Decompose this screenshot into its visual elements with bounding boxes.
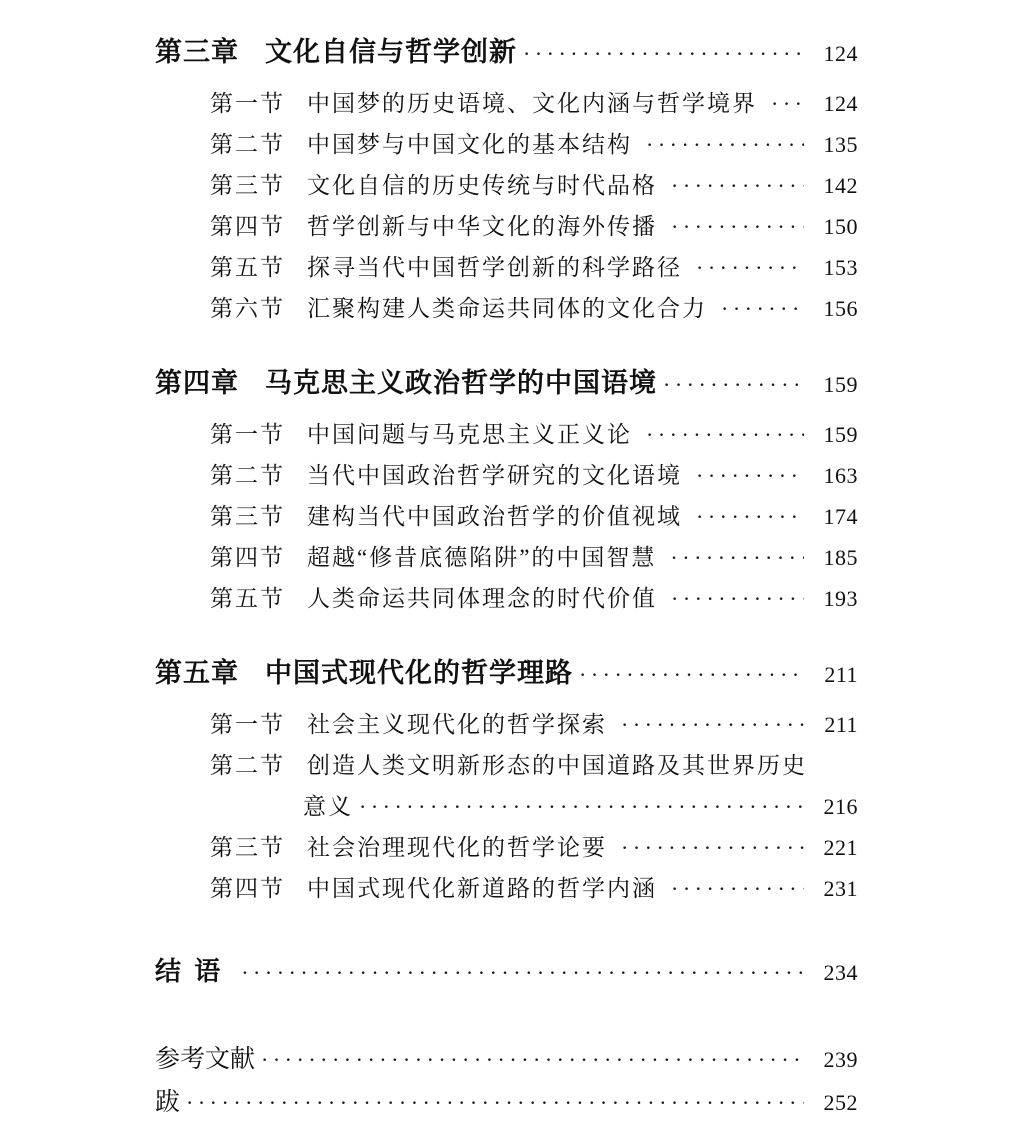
dot-leader: [607, 712, 804, 738]
entry-title: 创造人类文明新形态的中国道路及其世界历史: [307, 753, 807, 778]
toc-entry: [155, 167, 858, 208]
dot-leader: [180, 1089, 804, 1117]
entry-page-number: 163: [823, 463, 858, 488]
toc-entry: [155, 126, 858, 167]
entry-title: 探寻当代中国哲学创新的科学路径: [307, 255, 682, 280]
dot-leader: [573, 658, 804, 689]
entry-page-number: 150: [823, 214, 858, 239]
entry-title: 当代中国政治哲学研究的文化语境: [307, 463, 682, 488]
dot-leader: [657, 368, 804, 399]
entry-title: 文化自信与哲学创新: [265, 37, 517, 67]
toc-entry: [155, 85, 858, 126]
entry-number: 第三章: [155, 37, 239, 67]
entry-number: 第四章: [155, 368, 239, 398]
entry-page-number: 159: [823, 422, 858, 447]
entry-number: 第一节: [210, 712, 285, 737]
dot-leader: [632, 132, 804, 158]
toc-entry: [155, 870, 858, 911]
entry-number: 第一节: [210, 422, 285, 447]
entry-page-number: 124: [823, 91, 858, 116]
dot-leader: [707, 296, 804, 322]
dot-leader: [682, 463, 804, 489]
toc-entry: [155, 829, 858, 870]
toc-entry: [155, 788, 858, 829]
dot-leader: [657, 173, 804, 199]
entry-page-number: 231: [823, 876, 858, 901]
entry-page-number: 159: [823, 372, 858, 397]
toc-entry: [155, 580, 858, 621]
dot-leader: [682, 504, 804, 530]
entry-number: 第三节: [210, 173, 285, 198]
dot-leader: [757, 91, 804, 117]
entry-title: 社会治理现代化的哲学论要: [307, 835, 607, 860]
dot-leader: [517, 37, 804, 68]
entry-page-number: 234: [823, 960, 858, 985]
entry-title: 建构当代中国政治哲学的价值视域: [307, 504, 682, 529]
entry-page-number: 142: [823, 173, 858, 198]
toc-entry: [155, 1082, 858, 1125]
toc-entry: [155, 30, 858, 69]
entry-title: 人类命运共同体理念的时代价值: [307, 586, 657, 611]
toc-entry: [155, 208, 858, 249]
entry-page-number: 211: [824, 662, 858, 687]
entry-page-number: 124: [823, 41, 858, 66]
toc-entry: [155, 457, 858, 498]
entry-title: 参考文献: [155, 1045, 256, 1073]
entry-number: 第二节: [210, 753, 285, 778]
toc-entry: [155, 651, 858, 690]
entry-title: 马克思主义政治哲学的中国语境: [265, 368, 657, 398]
entry-page-number: 239: [823, 1047, 858, 1072]
entry-page-number: 156: [823, 296, 858, 321]
entry-title: 中国梦与中国文化的基本结构: [307, 132, 632, 157]
toc-entry: [155, 416, 858, 457]
toc-entry: [155, 498, 858, 539]
entry-number: 第一节: [210, 91, 285, 116]
entry-title: 汇聚构建人类命运共同体的文化合力: [307, 296, 707, 321]
entry-title: 中国式现代化的哲学理路: [265, 658, 573, 688]
toc-entry: [155, 951, 858, 995]
entry-page-number: 252: [823, 1090, 858, 1115]
dot-leader: [657, 876, 804, 902]
entry-page-number: 185: [823, 545, 858, 570]
entry-title: 跋: [155, 1088, 181, 1116]
toc-entry: [155, 539, 858, 580]
entry-title: 中国梦的历史语境、文化内涵与哲学境界: [307, 91, 757, 116]
entry-number: 第六节: [210, 296, 285, 321]
entry-number: 第五节: [210, 255, 285, 280]
dot-leader: [682, 255, 804, 281]
entry-title: 社会主义现代化的哲学探索: [307, 712, 607, 737]
entry-number: 第五节: [210, 586, 285, 611]
entry-number: 第三节: [210, 504, 285, 529]
entry-number: 第四节: [210, 545, 285, 570]
toc-entry: [155, 1039, 858, 1082]
entry-number: 第四节: [210, 214, 285, 239]
entry-title: 中国式现代化新道路的哲学内涵: [307, 876, 657, 901]
entry-page-number: 174: [823, 504, 858, 529]
entry-number: 第二节: [210, 132, 285, 157]
toc-entry: [155, 290, 858, 331]
entry-number: 第四节: [210, 876, 285, 901]
dot-leader: [255, 1046, 804, 1074]
entry-title: 中国问题与马克思主义正义论: [307, 422, 632, 447]
dot-leader: [657, 586, 804, 612]
toc-entry: [155, 706, 858, 747]
entry-title: 意义: [303, 794, 353, 819]
entry-number: 第五章: [155, 658, 239, 688]
toc-entry: [155, 747, 858, 788]
entry-title: 结 语: [155, 956, 224, 986]
entry-page-number: 211: [824, 712, 858, 737]
dot-leader: [223, 957, 804, 987]
entry-number: 第三节: [210, 835, 285, 860]
entry-title: 文化自信的历史传统与时代品格: [307, 173, 657, 198]
dot-leader: [632, 422, 804, 448]
dot-leader: [353, 794, 804, 820]
entry-page-number: 221: [823, 835, 858, 860]
toc: [155, 30, 858, 1125]
entry-title: 哲学创新与中华文化的海外传播: [307, 214, 657, 239]
entry-page-number: 216: [823, 794, 858, 819]
toc-entry: [155, 361, 858, 400]
entry-page-number: 153: [823, 255, 858, 280]
dot-leader: [656, 545, 804, 571]
entry-page-number: 135: [823, 132, 858, 157]
entry-page-number: 193: [823, 586, 858, 611]
toc-entry: [155, 249, 858, 290]
dot-leader: [607, 835, 804, 861]
entry-title: 超越“修昔底德陷阱”的中国智慧: [307, 545, 657, 570]
entry-number: 第二节: [210, 463, 285, 488]
dot-leader: [657, 214, 804, 240]
